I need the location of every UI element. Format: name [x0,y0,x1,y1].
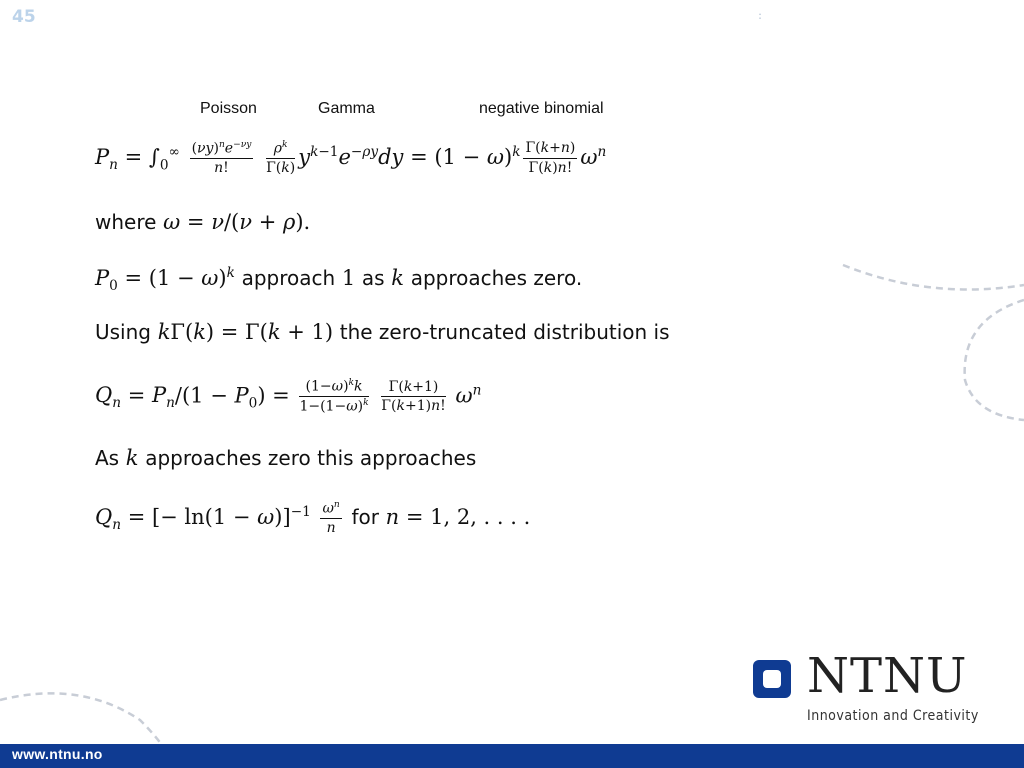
corner-mark: : [758,8,763,22]
ntnu-logo [753,648,1003,730]
ntnu-logo-mark-icon [753,660,791,698]
logo-wordmark: NTNU [807,648,968,704]
equation-qn-limit: $Q_n$ = [− ln(1 − ω)]$^{-1}$ $\frac{\omega^n}{n}$ for n = 1, 2, . . . . [95,500,531,537]
equation-gamma-identity: Using kΓ(k) = Γ(k + 1) the zero-truncated distribution is [95,320,670,344]
text-as-k-approaches: As k approaches zero this approaches [95,446,477,470]
label-negative-binomial: negative binomial [479,100,604,117]
footer-bar [0,744,1024,768]
label-gamma: Gamma [318,100,375,117]
equation-qn: $Q_n = P_n/(1 - P_0)$ = $\frac{(1-\omega)^kk}{1-(1-\omega)^k}$ $\frac{\Gamma(k+1)}{\Gamma(k+1)n!}$ $\omega^n$ [95,378,482,416]
equation-omega-definition: where ω = ν/(ν + ρ). [95,210,311,234]
slide-number: 45 [12,7,36,27]
equation-p0: $P_0 = (1 - \omega)^k$ approach 1 as k approaches zero. [95,265,583,295]
equation-pn: $P_n = \int_0^\infty$ $\frac{(\nu y)^ne^{-\nu y}}{n!}$ $\frac{\rho^k}{\Gamma(k)}$ $y^{k-1}e^{-\rho y}dy = (1 - \omega)^k$ $\frac{\Gamma(k+n)}{\Gamma(k)n!}$ $\omega^n$ [95,140,607,177]
logo-tagline: Innovation and Creativity [807,708,979,724]
footer-website-link[interactable]: www.ntnu.no [12,746,103,762]
label-poisson: Poisson [200,100,257,117]
